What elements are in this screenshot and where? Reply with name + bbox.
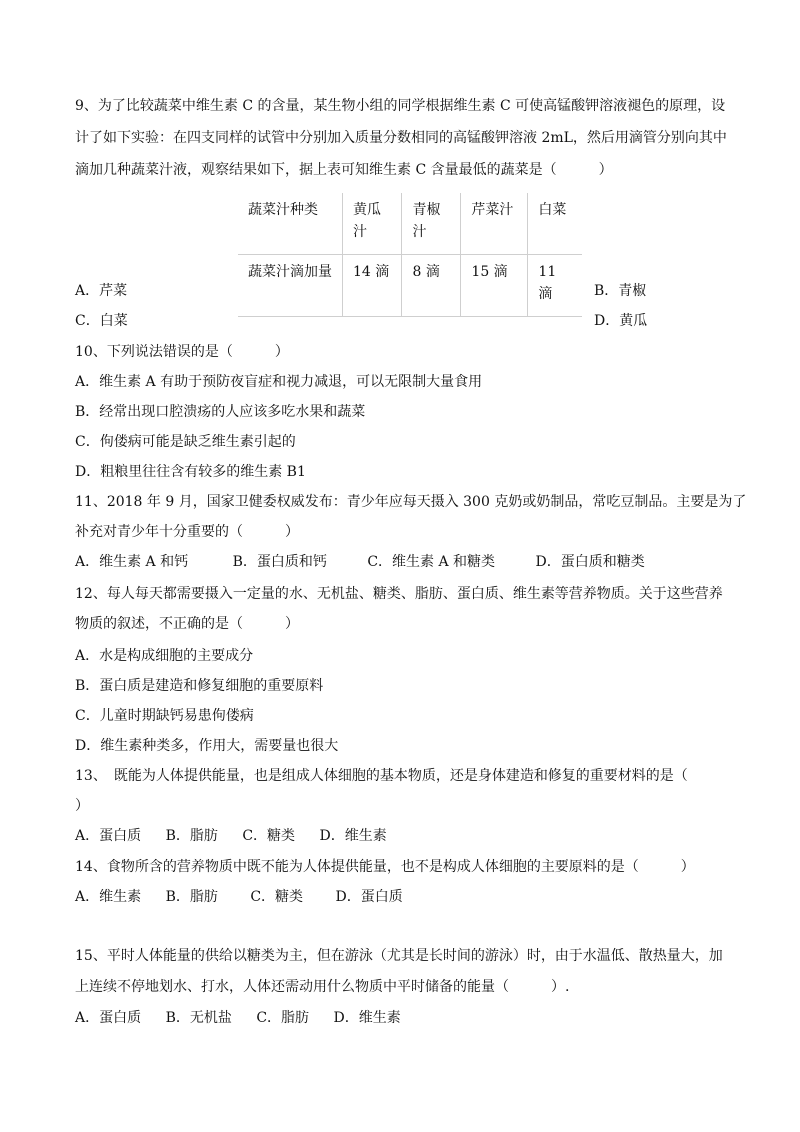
q13-option-a: A．蛋白质 bbox=[75, 828, 142, 844]
q10-option-c: C．佝偻病可能是缺乏维生素引起的 bbox=[75, 434, 296, 450]
q14-option-b: B．脂肪 bbox=[165, 889, 218, 905]
q11-option-c: C．维生素 A 和糖类 bbox=[367, 554, 496, 570]
table-cell: 蔬菜汁滴加量 bbox=[238, 254, 343, 316]
q12-stem-line-1: 12、每人每天都需要摄入一定量的水、无机盐、糖类、脂肪、蛋白质、维生素等营养物质。关于这些营养 bbox=[75, 586, 723, 602]
q11-option-b: B．蛋白质和钙 bbox=[232, 554, 327, 570]
q15-option-b: B．无机盐 bbox=[165, 1010, 232, 1026]
table-cell: 蔬菜汁种类 bbox=[238, 193, 343, 254]
q10-option-b: B．经常出现口腔溃疡的人应该多吃水果和蔬菜 bbox=[75, 404, 366, 420]
q9-option-a: A．芹菜 bbox=[75, 283, 128, 299]
table-row bbox=[238, 193, 582, 254]
table-row bbox=[238, 254, 582, 316]
q11-stem-line-2: 补充对青少年十分重要的（ ） bbox=[75, 524, 299, 540]
q14-option-c: C．糖类 bbox=[250, 889, 304, 905]
table-cell: 11 滴 bbox=[528, 254, 582, 316]
table-cell: 青椒汁 bbox=[402, 193, 461, 254]
q9-option-d: D．黄瓜 bbox=[594, 313, 648, 329]
q13-stem-line-1: 13、 既能为人体提供能量，也是组成人体细胞的基本物质，还是身体建造和修复的重要材料的是（ bbox=[75, 768, 688, 784]
q10-stem: 10、下列说法错误的是（ ） bbox=[75, 344, 289, 360]
q12-option-b: B．蛋白质是建造和修复细胞的重要原料 bbox=[75, 678, 324, 694]
q12-option-a: A．水是构成细胞的主要成分 bbox=[75, 648, 254, 664]
table-cell: 15 滴 bbox=[461, 254, 528, 316]
q13-option-c: C．糖类 bbox=[242, 828, 296, 844]
q14-options bbox=[75, 887, 423, 907]
q13-option-d: D．维生素 bbox=[319, 828, 387, 844]
q14-stem: 14、食物所含的营养物质中既不能为人体提供能量，也不是构成人体细胞的主要原料的是（ ） bbox=[75, 859, 695, 875]
q9-stem-line-1: 9、为了比较蔬菜中维生素 C 的含量，某生物小组的同学根据维生素 C 可使高锰酸钾溶液褪色的原理，设 bbox=[75, 98, 726, 114]
table-cell: 白菜 bbox=[528, 193, 582, 254]
q11-option-a: A．维生素 A 和钙 bbox=[75, 554, 189, 570]
q11-stem-line-1: 11、2018 年 9 月，国家卫健委权威发布：青少年应每天摄入 300 克奶或奶制品，常吃豆制品。主要是为了 bbox=[75, 494, 747, 510]
q9-stem-line-3: 滴加几种蔬菜汁液，观察结果如下，据上表可知维生素 C 含量最低的蔬菜是（ ） bbox=[75, 162, 613, 178]
table-cell: 14 滴 bbox=[343, 254, 402, 316]
table-cell: 8 滴 bbox=[402, 254, 461, 316]
q12-option-c: C．儿童时期缺钙易患佝偻病 bbox=[75, 708, 254, 724]
q11-options bbox=[75, 552, 665, 572]
q10-option-d: D．粗粮里往往含有较多的维生素 B1 bbox=[75, 464, 306, 480]
q9-stem-line-2: 计了如下实验：在四支同样的试管中分别加入质量分数相同的高锰酸钾溶液 2mL，然后用滴管分别向其中 bbox=[75, 130, 727, 146]
q14-option-a: A．维生素 bbox=[75, 889, 142, 905]
q13-options bbox=[75, 826, 407, 846]
q15-options bbox=[75, 1008, 421, 1028]
q9-option-b: B．青椒 bbox=[594, 283, 647, 299]
q15-option-d: D．维生素 bbox=[333, 1010, 401, 1026]
q15-option-c: C．脂肪 bbox=[256, 1010, 310, 1026]
q15-stem-line-1: 15、平时人体能量的供给以糖类为主，但在游泳（尤其是长时间的游泳）时，由于水温低、散热量大，加 bbox=[75, 948, 723, 964]
q12-stem-line-2: 物质的叙述，不正确的是（ ） bbox=[75, 616, 299, 632]
q13-stem-line-2: ） bbox=[75, 798, 89, 814]
q15-option-a: A．蛋白质 bbox=[75, 1010, 142, 1026]
q15-stem-line-2: 上连续不停地划水、打水，人体还需动用什么物质中平时储备的能量（ ）. bbox=[75, 979, 570, 995]
q14-option-d: D．蛋白质 bbox=[335, 889, 403, 905]
q11-option-d: D．蛋白质和糖类 bbox=[535, 554, 645, 570]
q10-option-a: A．维生素 A 有助于预防夜盲症和视力减退，可以无限制大量食用 bbox=[75, 374, 483, 390]
table-cell: 芹菜汁 bbox=[461, 193, 528, 254]
q13-option-b: B．脂肪 bbox=[165, 828, 218, 844]
q12-option-d: D．维生素种类多，作用大，需要量也很大 bbox=[75, 738, 339, 754]
table-cell: 黄瓜汁 bbox=[343, 193, 402, 254]
q9-option-c: C．白菜 bbox=[75, 313, 128, 329]
vegetable-juice-table bbox=[238, 193, 582, 317]
